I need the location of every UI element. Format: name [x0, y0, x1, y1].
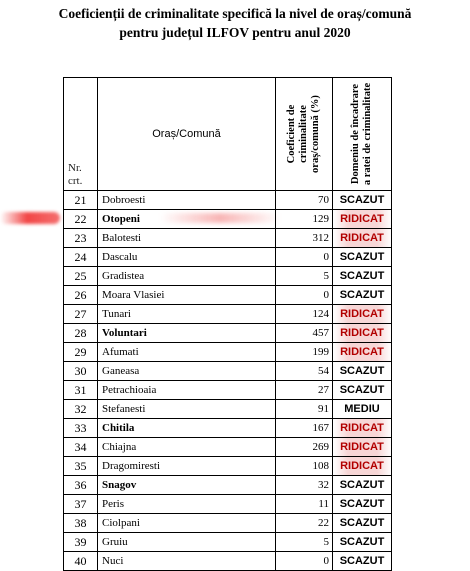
row-nr: 34: [64, 438, 98, 457]
row-nr: 32: [64, 400, 98, 419]
row-coefficient: 54: [276, 362, 333, 381]
row-coefficient: 167: [276, 419, 333, 438]
row-category: SCAZUT: [333, 248, 392, 267]
row-coefficient: 0: [276, 248, 333, 267]
row-locality: Voluntari: [98, 324, 276, 343]
row-coefficient: 22: [276, 514, 333, 533]
row-nr: 21: [64, 191, 98, 210]
row-locality: Dragomiresti: [98, 457, 276, 476]
row-nr: 25: [64, 267, 98, 286]
row-locality: Dascalu: [98, 248, 276, 267]
row-category: RIDICAT: [333, 457, 392, 476]
row-category: SCAZUT: [333, 191, 392, 210]
row-locality: Afumati: [98, 343, 276, 362]
row-locality: Gruiu: [98, 533, 276, 552]
table-row: [64, 533, 392, 552]
header-domeniu: [333, 78, 392, 191]
row-nr: 28: [64, 324, 98, 343]
table-row: [64, 343, 392, 362]
row-nr: 35: [64, 457, 98, 476]
table-row: [64, 552, 392, 571]
row-category: SCAZUT: [333, 476, 392, 495]
crime-table-container: [63, 77, 393, 568]
row-coefficient: 0: [276, 552, 333, 571]
table-row: [64, 381, 392, 400]
row-coefficient: 269: [276, 438, 333, 457]
table-row: [64, 438, 392, 457]
row-coefficient: 199: [276, 343, 333, 362]
row-coefficient: 11: [276, 495, 333, 514]
crime-table: [63, 77, 392, 571]
row-category: SCAZUT: [333, 495, 392, 514]
row-coefficient: 27: [276, 381, 333, 400]
row-nr: 22: [64, 210, 98, 229]
row-locality: Otopeni: [98, 210, 276, 229]
table-row: [64, 191, 392, 210]
row-locality: Stefanesti: [98, 400, 276, 419]
row-coefficient: 129: [276, 210, 333, 229]
row-category: RIDICAT: [333, 210, 392, 229]
table-body: [64, 191, 392, 571]
row-category: RIDICAT: [333, 229, 392, 248]
row-nr: 33: [64, 419, 98, 438]
row-locality: Chitila: [98, 419, 276, 438]
row-category: SCAZUT: [333, 286, 392, 305]
row-category: SCAZUT: [333, 552, 392, 571]
row-locality: Ganeasa: [98, 362, 276, 381]
row-locality: Tunari: [98, 305, 276, 324]
table-row: [64, 324, 392, 343]
row-locality: Dobroesti: [98, 191, 276, 210]
row-nr: 29: [64, 343, 98, 362]
row-nr: 26: [64, 286, 98, 305]
row-coefficient: 32: [276, 476, 333, 495]
table-row: [64, 457, 392, 476]
row-coefficient: 91: [276, 400, 333, 419]
row-locality: Gradistea: [98, 267, 276, 286]
row-nr: 23: [64, 229, 98, 248]
table-row: [64, 267, 392, 286]
row-locality: Snagov: [98, 476, 276, 495]
table-row: [64, 248, 392, 267]
row-nr: 38: [64, 514, 98, 533]
table-row: [64, 210, 392, 229]
row-nr: 39: [64, 533, 98, 552]
row-locality: Moara Vlasiei: [98, 286, 276, 305]
table-row: [64, 495, 392, 514]
row-category: SCAZUT: [333, 514, 392, 533]
row-nr: 30: [64, 362, 98, 381]
row-locality: Ciolpani: [98, 514, 276, 533]
row-coefficient: 312: [276, 229, 333, 248]
table-row: [64, 400, 392, 419]
table-header-row: [64, 78, 392, 191]
row-coefficient: 70: [276, 191, 333, 210]
header-coef-label: Coeficient de criminalitate oraș/comună (%): [286, 95, 321, 173]
row-coefficient: 5: [276, 267, 333, 286]
row-category: SCAZUT: [333, 267, 392, 286]
row-coefficient: 457: [276, 324, 333, 343]
row-nr: 24: [64, 248, 98, 267]
row-nr: 31: [64, 381, 98, 400]
header-domeniu-label: Domeniu de încadrare a ratei de criminalitate: [350, 82, 373, 186]
highlight-marker: [0, 212, 60, 224]
row-nr: 37: [64, 495, 98, 514]
table-row: [64, 419, 392, 438]
row-category: RIDICAT: [333, 324, 392, 343]
row-category: SCAZUT: [333, 533, 392, 552]
row-coefficient: 108: [276, 457, 333, 476]
row-locality: Nuci: [98, 552, 276, 571]
header-nr: Nr. crt.: [64, 78, 98, 191]
row-nr: 36: [64, 476, 98, 495]
row-coefficient: 124: [276, 305, 333, 324]
row-category: RIDICAT: [333, 438, 392, 457]
header-oras: Oraș/Comună: [98, 78, 276, 191]
row-category: SCAZUT: [333, 362, 392, 381]
row-coefficient: 5: [276, 533, 333, 552]
table-row: [64, 229, 392, 248]
row-locality: Peris: [98, 495, 276, 514]
row-locality: Chiajna: [98, 438, 276, 457]
table-row: [64, 362, 392, 381]
row-locality: Balotesti: [98, 229, 276, 248]
row-locality: Petrachioaia: [98, 381, 276, 400]
table-row: [64, 476, 392, 495]
row-category: RIDICAT: [333, 305, 392, 324]
row-nr: 27: [64, 305, 98, 324]
table-row: [64, 286, 392, 305]
row-nr: 40: [64, 552, 98, 571]
table-row: [64, 305, 392, 324]
row-category: MEDIU: [333, 400, 392, 419]
row-category: RIDICAT: [333, 343, 392, 362]
table-row: [64, 514, 392, 533]
row-coefficient: 0: [276, 286, 333, 305]
header-coef: [276, 78, 333, 191]
row-category: SCAZUT: [333, 381, 392, 400]
row-category: RIDICAT: [333, 419, 392, 438]
document-title: Coeficienții de criminalitate specifică la nivel de oraș/comună pentru județul ILFOV pentru anul 2020: [58, 6, 412, 40]
